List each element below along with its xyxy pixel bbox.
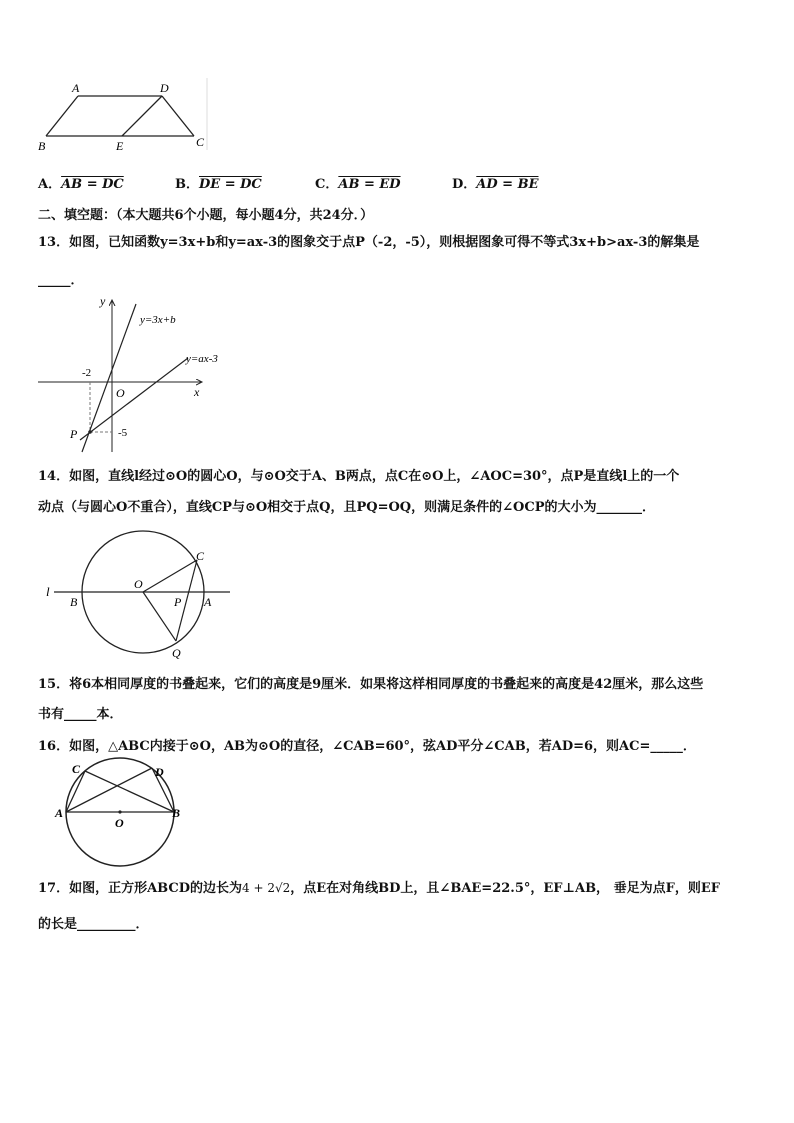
option-a [38,173,124,192]
q15-text-line1: 15．将6本相同厚度的书叠起来，它们的高度是9厘米．如果将这样相同厚度的书叠起来的高度是42厘米，那么这些 [38,677,704,692]
option-expr: DE = DC [199,177,262,192]
option-letter: D． [452,177,477,192]
fig14-label-l: l [46,584,50,599]
q17-radical: 4 + 2√2 [242,881,291,895]
option-expr: AD = BE [476,177,539,192]
option-expr: AB = DC [61,177,124,192]
label-e: E [116,139,124,153]
fig16-label-c: C [72,762,81,776]
fig14-label-c: C [196,549,205,563]
q13-text-line1: 13．如图，已知函数y=3x+b和y=ax-3的图象交于点P（-2，-5），则根据图象可得不等式3x+b>ax-3的解集是 [38,235,700,250]
line-ax-minus-3 [80,358,188,440]
q17-text-b: ，点E在对角线BD上，且∠BAE=22.5°，EF⊥AB， 垂足为点F，则EF [290,881,720,896]
label-c: C [196,135,205,149]
fig14-label-b: B [70,595,78,609]
graph-line1-label: y=3x+b [140,314,176,326]
option-c [315,173,401,192]
graph-origin-label: O [116,386,125,400]
trapezoid-figure [30,78,220,158]
label-a: A [72,81,80,95]
graph-x-label: x [194,385,200,399]
fig16-label-d: D [155,765,164,779]
q13-graph [36,294,236,454]
q17-text-a: 17．如图，正方形ABCD的边长为 [38,881,243,896]
q17-text-line2: 的长是_________． [38,917,149,932]
fig16-label-o: O [115,816,124,830]
option-letter: A． [38,177,62,192]
graph-point-p: P [70,427,78,441]
option-letter: C． [315,177,339,192]
q16-figure [52,756,192,866]
graph-tick-x: -2 [82,367,92,379]
q14-text-line2: 动点（与圆心O不重合），直线CP与⊙O相交于点Q，且PQ=OQ，则满足条件的∠OCP的大小为_______． [38,500,655,515]
q14-text-line1: 14．如图，直线l经过⊙O的圆心O，与⊙O交于A、B两点，点C在⊙O上，∠AOC=30°，点P是直线l上的一个 [38,469,680,484]
option-b [175,173,262,192]
label-d: D [160,81,169,95]
fig14-label-q: Q [172,646,181,660]
graph-tick-y: -5 [118,427,128,439]
fig14-label-o: O [134,577,143,591]
section-title: 二、填空题：（本大题共6个小题，每小题4分，共24分．） [38,208,374,223]
graph-y-label: y [100,294,106,308]
fig16-label-a: A [55,806,64,820]
fig16-label-b: B [172,806,181,820]
graph-line2-label: y=ax-3 [186,353,218,365]
q17-text-line1 [38,879,720,898]
option-expr: AB = ED [338,177,401,192]
q16-text-line1: 16．如图，△ABC内接于⊙O，AB为⊙O的直径，∠CAB=60°，弦AD平分∠CAB，若AD=6，则AC=_____． [38,739,696,754]
fig14-label-p: P [174,595,182,609]
q14-figure [40,540,240,665]
option-d [452,173,538,192]
label-b: B [38,139,46,153]
q15-text-line2: 书有_____本． [38,707,123,722]
q13-text-line2: _____． [38,273,84,288]
fig14-label-a: A [204,595,212,609]
option-letter: B． [175,177,199,192]
